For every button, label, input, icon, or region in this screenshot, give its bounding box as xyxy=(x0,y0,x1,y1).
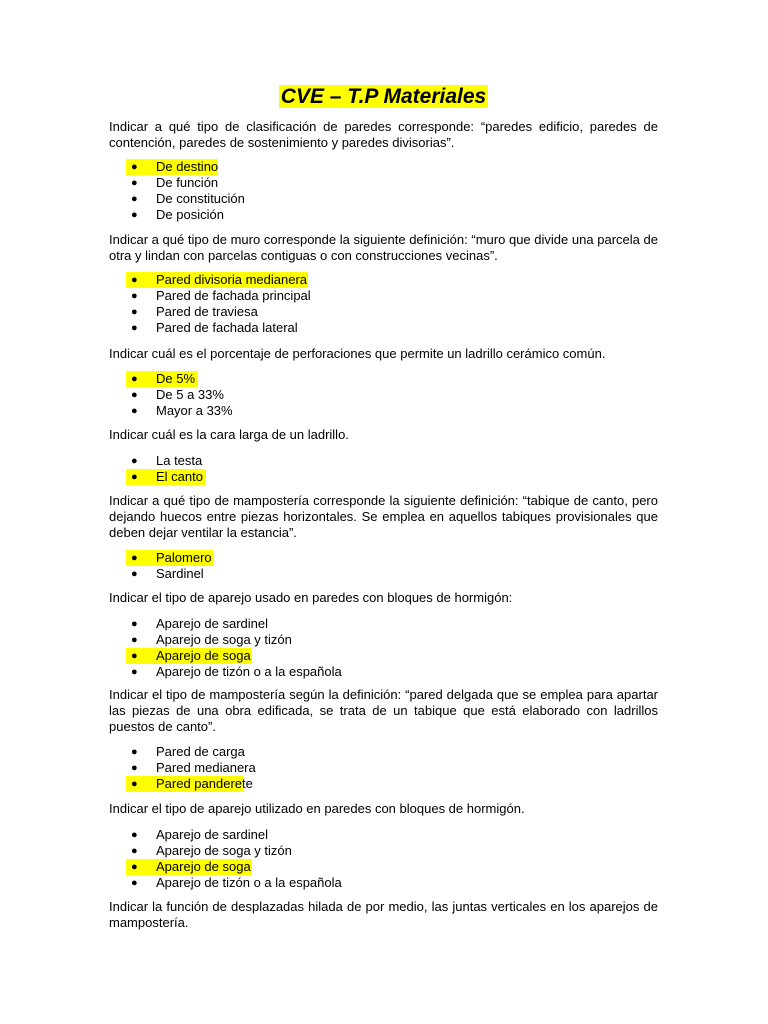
answer-option xyxy=(109,403,658,419)
bullet-icon: ● xyxy=(131,389,138,401)
answer-option-selected xyxy=(109,159,658,175)
question-text: Indicar el tipo de aparejo utilizado en paredes con bloques de hormigón. xyxy=(109,801,525,816)
answer-option-label: Aparejo de soga y tizón xyxy=(156,843,292,858)
answer-option-label: De destino xyxy=(156,159,219,174)
answer-option xyxy=(109,191,658,207)
question-text: Indicar a qué tipo de clasificación de paredes corresponde: “paredes edificio, paredes de contención, paredes de sostenimiento y paredes divisorias”. xyxy=(109,119,658,150)
answer-options xyxy=(109,453,658,485)
answer-option-selected xyxy=(109,648,658,664)
question-text: Indicar la función de desplazadas hilada de por medio, las juntas verticales en los aparejos de mampostería. xyxy=(109,899,658,930)
question-text: Indicar a qué tipo de mampostería corresponde la siguiente definición: “tabique de canto, pero dejando huecos entre piezas horizontales. Se emplea en aquellos tabiques provisionales que deben dejar ventilar la estancia”. xyxy=(109,493,658,540)
question-text: Indicar a qué tipo de muro corresponde la siguiente definición: “muro que divide una parcela de otra y lindan con parcelas contiguas o con construcciones vecinas”. xyxy=(109,232,658,263)
answer-option-label: Pared de traviesa xyxy=(156,304,258,319)
document-title-text: CVE – T.P Materiales xyxy=(280,85,487,108)
answer-option-label: Sardinel xyxy=(156,566,204,581)
answer-options xyxy=(109,744,658,792)
answer-option-label: De constitución xyxy=(156,191,245,206)
answer-option xyxy=(109,320,658,336)
answer-options xyxy=(109,550,658,582)
bullet-icon: ● xyxy=(131,274,138,286)
bullet-icon: ● xyxy=(131,861,138,873)
answer-option-label: Pared panderete xyxy=(156,776,253,791)
bullet-icon: ● xyxy=(131,568,138,580)
answer-option xyxy=(109,207,658,223)
answer-option-label: Pared de fachada principal xyxy=(156,288,311,303)
answer-option-label: Aparejo de soga y tizón xyxy=(156,632,292,647)
bullet-icon: ● xyxy=(131,762,138,774)
answer-option-label: Mayor a 33% xyxy=(156,403,233,418)
question-text: Indicar el tipo de mampostería según la definición: “pared delgada que se emplea para apartar las piezas de una obra edificada, se trata de un tabique que está elaborado con ladrillos puestos de canto”. xyxy=(109,687,658,734)
answer-option xyxy=(109,387,658,403)
bullet-icon: ● xyxy=(131,618,138,630)
answer-option xyxy=(109,288,658,304)
answer-options xyxy=(109,272,658,336)
answer-options xyxy=(109,616,658,680)
bullet-icon: ● xyxy=(131,471,138,483)
answer-option-label: De 5% xyxy=(156,371,196,386)
answer-options xyxy=(109,371,658,419)
answer-option-label: Palomero xyxy=(156,550,212,565)
answer-option-label: Aparejo de sardinel xyxy=(156,616,269,631)
question-text: Indicar cuál es la cara larga de un ladrillo. xyxy=(109,427,349,442)
bullet-icon: ● xyxy=(131,290,138,302)
bullet-icon: ● xyxy=(131,746,138,758)
answer-option xyxy=(109,453,658,469)
bullet-icon: ● xyxy=(131,161,138,173)
bullet-icon: ● xyxy=(131,877,138,889)
answer-option-label: La testa xyxy=(156,453,203,468)
answer-option-label: De 5 a 33% xyxy=(156,387,224,402)
answer-option-label: Aparejo de sardinel xyxy=(156,827,269,842)
answer-option-selected xyxy=(109,371,658,387)
bullet-icon: ● xyxy=(131,650,138,662)
answer-option-label: Pared medianera xyxy=(156,760,256,775)
answer-option-label: De posición xyxy=(156,207,224,222)
answer-option-label: De función xyxy=(156,175,219,190)
answer-option-selected xyxy=(109,272,658,288)
bullet-icon: ● xyxy=(131,778,138,790)
answer-option-label: Pared de carga xyxy=(156,744,245,759)
answer-option-label: Aparejo de tizón o a la española xyxy=(156,875,342,890)
bullet-icon: ● xyxy=(131,209,138,221)
answer-option xyxy=(109,744,658,760)
bullet-icon: ● xyxy=(131,829,138,841)
answer-option-label: Pared divisoria medianera xyxy=(156,272,308,287)
bullet-icon: ● xyxy=(131,552,138,564)
answer-option-selected xyxy=(109,776,658,792)
bullet-icon: ● xyxy=(131,845,138,857)
answer-option xyxy=(109,632,658,648)
bullet-icon: ● xyxy=(131,177,138,189)
document-title xyxy=(109,84,658,110)
answer-option xyxy=(109,664,658,680)
answer-option xyxy=(109,875,658,891)
bullet-icon: ● xyxy=(131,322,138,334)
answer-option xyxy=(109,760,658,776)
answer-option-selected xyxy=(109,859,658,875)
bullet-icon: ● xyxy=(131,405,138,417)
answer-option xyxy=(109,827,658,843)
answer-options xyxy=(109,159,658,223)
answer-option-label: Aparejo de soga xyxy=(156,648,251,663)
bullet-icon: ● xyxy=(131,373,138,385)
bullet-icon: ● xyxy=(131,306,138,318)
bullet-icon: ● xyxy=(131,193,138,205)
answer-option xyxy=(109,843,658,859)
bullet-icon: ● xyxy=(131,666,138,678)
bullet-icon: ● xyxy=(131,634,138,646)
answer-option xyxy=(109,616,658,632)
answer-options xyxy=(109,827,658,891)
question-text: Indicar cuál es el porcentaje de perforaciones que permite un ladrillo cerámico común. xyxy=(109,346,606,361)
answer-option xyxy=(109,566,658,582)
answer-option-label: Aparejo de tizón o a la española xyxy=(156,664,342,679)
question-text: Indicar el tipo de aparejo usado en paredes con bloques de hormigón: xyxy=(109,590,513,605)
answer-option-label: El canto xyxy=(156,469,203,484)
bullet-icon: ● xyxy=(131,455,138,467)
answer-option-label: Aparejo de soga xyxy=(156,859,251,874)
answer-option-selected xyxy=(109,469,658,485)
answer-option-label: Pared de fachada lateral xyxy=(156,320,298,335)
answer-option xyxy=(109,175,658,191)
answer-option-selected xyxy=(109,550,658,566)
answer-option xyxy=(109,304,658,320)
